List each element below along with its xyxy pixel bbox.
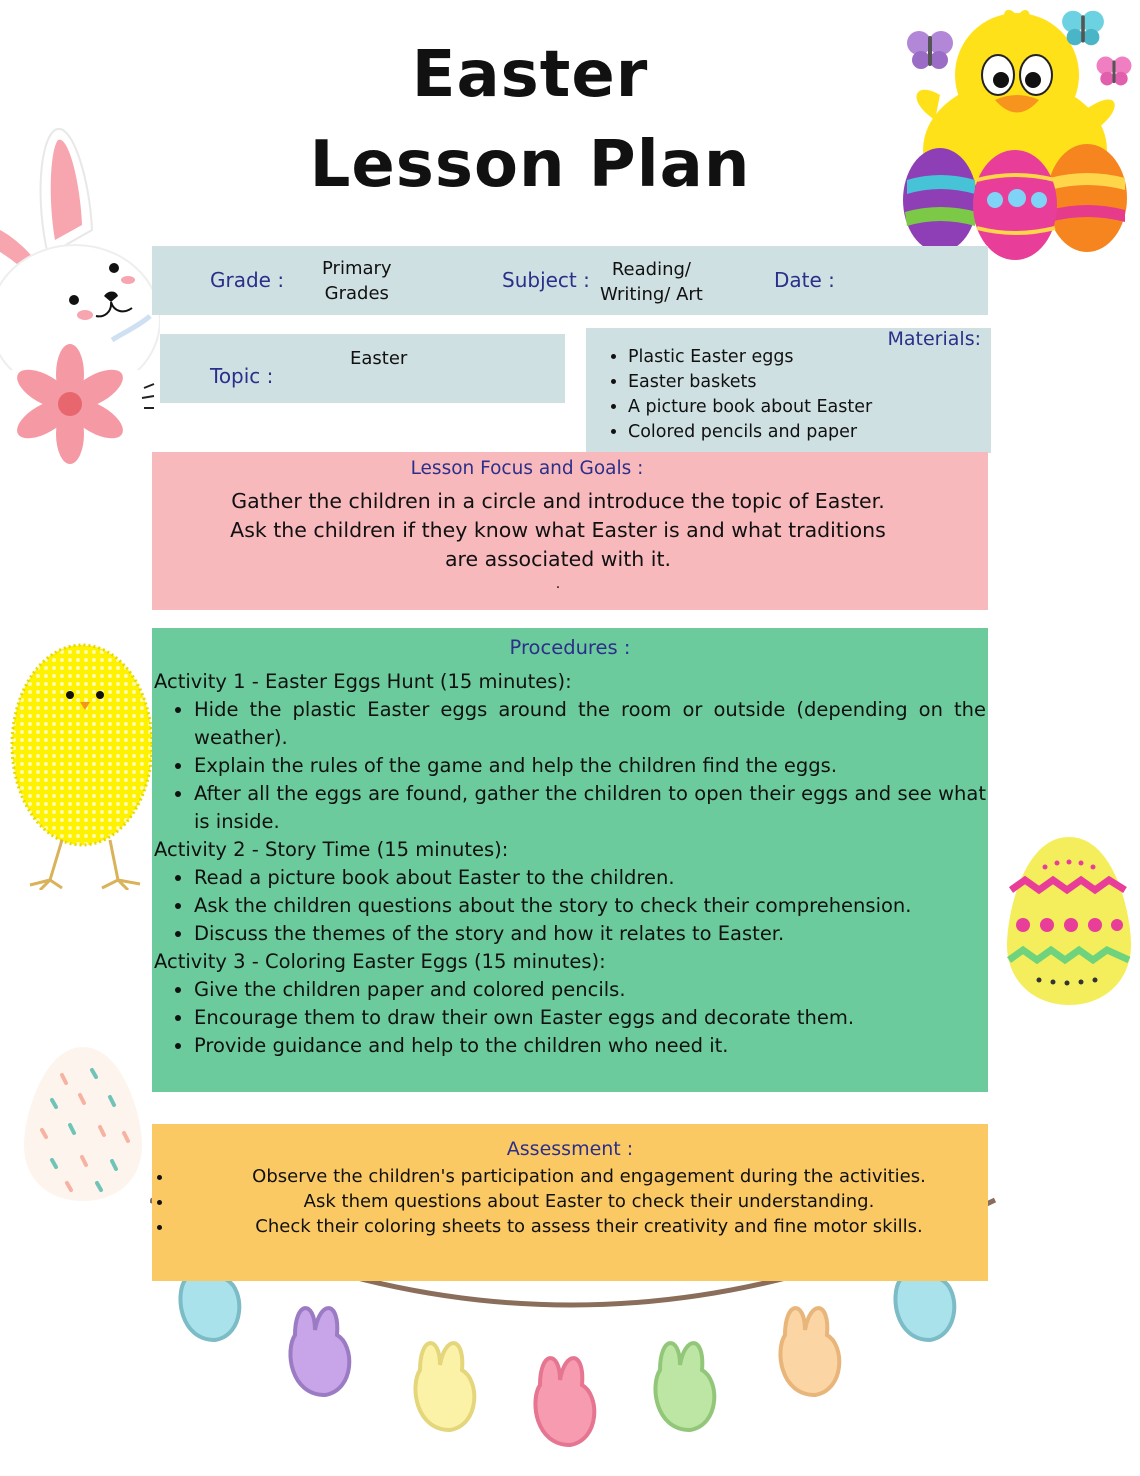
lesson-focus-heading: Lesson Focus and Goals :	[410, 458, 644, 479]
list-item: • Ask them questions about Easter to check their understanding.	[174, 1189, 1004, 1214]
activity-list	[154, 976, 986, 1060]
assessment-heading: Assessment :	[506, 1138, 634, 1160]
fluffy-chick-icon	[10, 640, 155, 890]
date-label: Date :	[774, 268, 835, 292]
activity-title: Activity 2 - Story Time (15 minutes):	[154, 838, 509, 861]
list-item: • After all the eggs are found, gather the children to open their eggs and see what is inside.	[194, 780, 986, 836]
page-title-line2: Lesson Plan	[309, 128, 751, 202]
lesson-focus-box	[152, 452, 988, 610]
list-item: • A picture book about Easter	[628, 395, 872, 420]
list-item: • Colored pencils and paper	[628, 420, 872, 445]
list-item: • Provide guidance and help to the children who need it.	[194, 1032, 986, 1060]
list-item: • Hide the plastic Easter eggs around the room or outside (depending on the weather).	[194, 696, 986, 752]
subject-value: Reading/ Writing/ Art	[600, 259, 703, 305]
procedures-box	[152, 628, 988, 1092]
topic-box	[160, 334, 565, 403]
subject-label: Subject :	[502, 268, 590, 292]
butterfly-icon	[1095, 54, 1133, 88]
materials-list	[606, 345, 872, 445]
assessment-box	[152, 1124, 988, 1281]
procedures-content	[154, 668, 986, 1060]
activity-title: Activity 1 - Easter Eggs Hunt (15 minutes):	[154, 670, 572, 693]
materials-heading: Materials:	[887, 328, 981, 350]
zigzag-egg-icon	[1005, 835, 1133, 1007]
topic-label: Topic :	[210, 364, 274, 388]
grade-value: Primary Grades	[322, 258, 392, 304]
assessment-list	[152, 1164, 1004, 1239]
procedures-heading: Procedures :	[509, 636, 631, 659]
list-item: • Give the children paper and colored pencils.	[194, 976, 986, 1004]
list-item: • Easter baskets	[628, 370, 872, 395]
activity-list	[154, 696, 986, 836]
speckled-egg-icon	[22, 1045, 144, 1203]
list-item: • Observe the children's participation and engagement during the activities.	[174, 1164, 1004, 1189]
materials-box	[586, 328, 991, 453]
butterfly-icon	[1060, 8, 1106, 48]
activity-list	[154, 864, 986, 948]
list-item: • Encourage them to draw their own Easter eggs and decorate them.	[194, 1004, 986, 1032]
list-item: • Explain the rules of the game and help the children find the eggs.	[194, 752, 986, 780]
flower-icon	[6, 338, 166, 468]
activity-title: Activity 3 - Coloring Easter Eggs (15 minutes):	[154, 950, 606, 973]
list-item: • Read a picture book about Easter to the children.	[194, 864, 986, 892]
list-item: • Check their coloring sheets to assess their creativity and fine motor skills.	[174, 1214, 1004, 1239]
grade-label: Grade :	[210, 268, 285, 292]
page-title-line1: Easter	[411, 38, 649, 112]
lesson-focus-text: Gather the children in a circle and introduce the topic of Easter. Ask the children if they know what Easter is and what traditions are associated with it. .	[230, 489, 886, 592]
list-item: • Plastic Easter eggs	[628, 345, 872, 370]
info-bar	[152, 246, 988, 315]
list-item: • Discuss the themes of the story and how it relates to Easter.	[194, 920, 986, 948]
topic-value: Easter	[350, 348, 408, 369]
list-item: • Ask the children questions about the story to check their comprehension.	[194, 892, 986, 920]
